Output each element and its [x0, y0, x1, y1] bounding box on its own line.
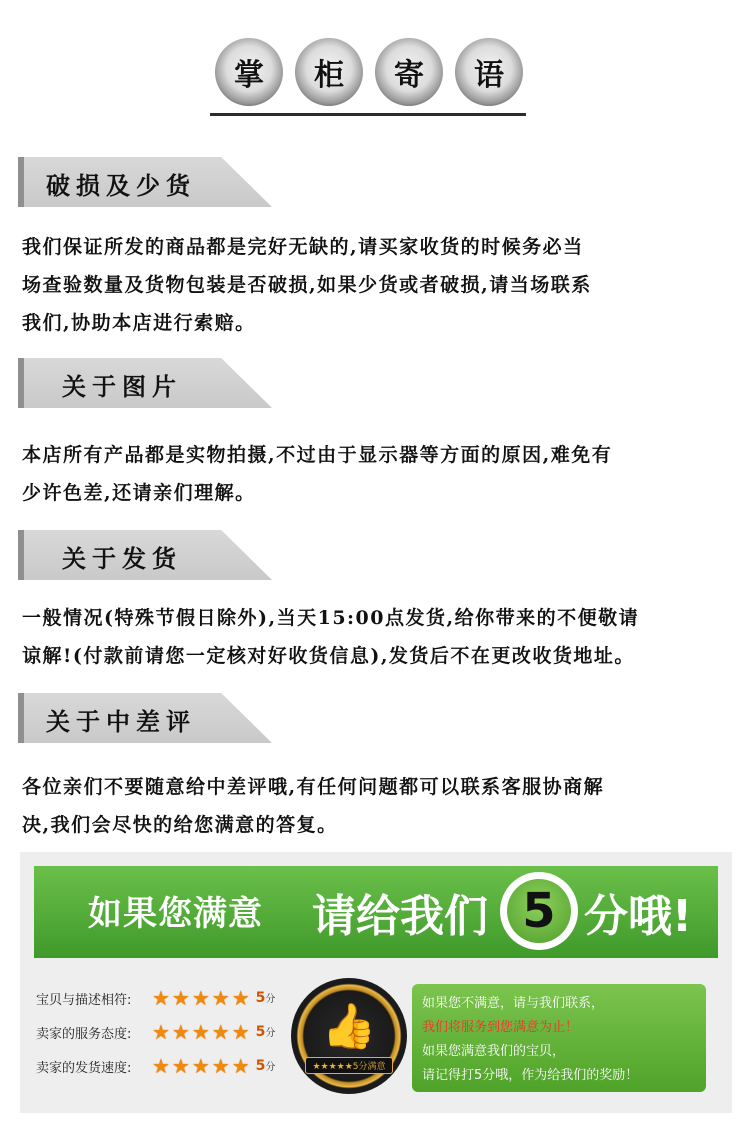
text-line: 决,我们会尽快的给您满意的答复。: [22, 814, 338, 836]
section-heading: 破损及少货: [46, 171, 196, 200]
section-heading: 关于中差评: [46, 707, 196, 736]
text-line: 本店所有产品都是实物拍摄,不过由于显示器等方面的原因,难免有: [22, 444, 613, 466]
banner-text-right: 分哦!: [584, 891, 693, 942]
message-line: 我们将服务到您满意为止！: [422, 1020, 579, 1035]
satisfaction-badge: [291, 978, 407, 1094]
message-box: [412, 984, 706, 1092]
banner-score: 5: [507, 879, 571, 943]
title-char-1: 掌: [215, 38, 283, 106]
rating-row-shipping: [36, 1054, 275, 1078]
rating-label: 卖家的服务态度:: [36, 1026, 132, 1042]
text-line: 谅解!(付款前请您一定核对好收货信息),发货后不在更改收货地址。: [22, 645, 635, 667]
rating-label: 宝贝与描述相符:: [36, 992, 132, 1008]
section-header-shipping: [18, 530, 272, 580]
rating-score: 5分: [255, 990, 276, 1006]
section-heading: 关于发货: [62, 544, 182, 573]
text-line: 一般情况(特殊节假日除外),当天15:00点发货,给你带来的不便敬请: [22, 607, 640, 629]
title-char-2: 柜: [295, 38, 363, 106]
text-line: 场查验数量及货物包装是否破损,如果少货或者破损,请当场联系: [22, 274, 592, 296]
section-text-shipping: [22, 599, 734, 675]
message-line: 如果您不满意，请与我们联系，: [422, 996, 605, 1011]
title-char-3: 寄: [375, 38, 443, 106]
section-header-damage: [18, 157, 272, 207]
text-line: 我们,协助本店进行索赔。: [22, 312, 256, 334]
section-heading: 关于图片: [62, 372, 182, 401]
rating-row-description: [36, 986, 275, 1010]
banner-text-mid: 请给我们: [312, 891, 488, 942]
section-text-damage: [22, 228, 734, 342]
rating-score: 5分: [255, 1024, 276, 1040]
section-text-images: [22, 436, 734, 512]
section-header-reviews: [18, 693, 272, 743]
banner-text-left: 如果您满意: [88, 894, 263, 934]
message-line: 如果您满意我们的宝贝，: [422, 1044, 566, 1059]
star-icon: ★★★★★: [152, 1020, 252, 1044]
rating-row-service: [36, 1020, 275, 1044]
rating-label: 卖家的发货速度:: [36, 1060, 132, 1076]
title-underline: [210, 113, 526, 116]
star-icon: ★★★★★: [152, 986, 252, 1010]
section-text-reviews: [22, 768, 734, 844]
star-icon: ★★★★★: [152, 1054, 252, 1078]
rating-score: 5分: [255, 1058, 276, 1074]
text-line: 少许色差,还请亲们理解。: [22, 482, 256, 504]
text-line: 各位亲们不要随意给中差评哦,有任何问题都可以联系客服协商解: [22, 776, 605, 798]
text-line: 我们保证所发的商品都是完好无缺的,请买家收货的时候务必当: [22, 236, 584, 258]
title-char-4: 语: [455, 38, 523, 106]
thumbs-up-icon: 👍: [321, 1000, 377, 1052]
badge-caption: ★★★★★5分满意: [305, 1057, 392, 1074]
page-title: [215, 32, 525, 118]
section-header-images: [18, 358, 272, 408]
banner-score-circle: [500, 872, 578, 950]
message-line: 请记得打5分哦，作为给我们的奖励！: [422, 1068, 639, 1083]
